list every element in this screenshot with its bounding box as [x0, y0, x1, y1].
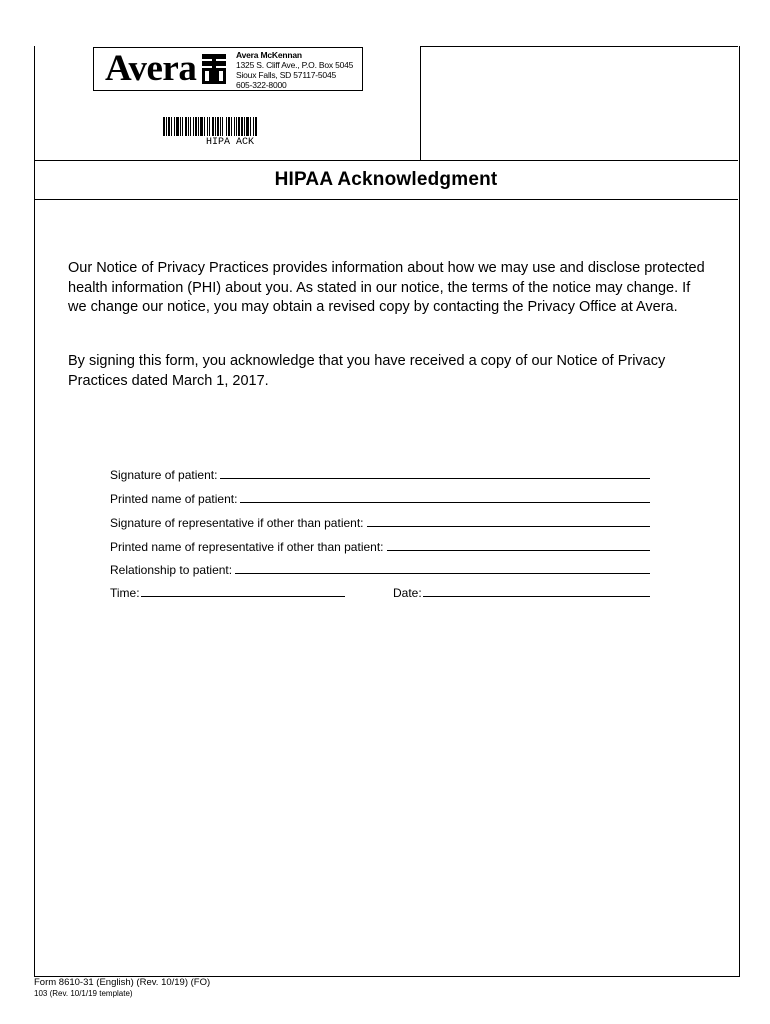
signature-line[interactable]	[240, 502, 650, 503]
header-right-box	[420, 46, 738, 160]
barcode-icon	[163, 117, 297, 136]
template-revision: 103 (Rev. 10/1/19 template)	[34, 988, 133, 998]
signature-line[interactable]	[141, 596, 345, 597]
org-name: Avera McKennan	[236, 50, 302, 60]
field-label: Printed name of patient:	[110, 492, 238, 506]
printed-name-representative-field[interactable]	[110, 538, 650, 554]
field-label: Time:	[110, 586, 140, 600]
org-phone: 605-322-8000	[236, 80, 287, 90]
relationship-field[interactable]	[110, 561, 650, 577]
signature-patient-field[interactable]	[110, 466, 650, 482]
field-label: Relationship to patient:	[110, 563, 233, 577]
field-label: Date:	[393, 586, 422, 600]
field-label: Printed name of representative if other than patient:	[110, 540, 384, 554]
acknowledgment-paragraph: By signing this form, you acknowledge that you have received a copy of our Notice of Privacy Practices dated March 1, 2017.	[68, 353, 666, 389]
form-number: Form 8610-31 (English) (Rev. 10/19) (FO)	[34, 977, 211, 988]
field-label: Signature of patient:	[110, 468, 218, 482]
time-field[interactable]	[110, 584, 345, 600]
org-address	[236, 50, 353, 90]
address-line-1: 1325 S. Cliff Ave., P.O. Box 5045	[236, 60, 354, 70]
title-band	[34, 160, 738, 200]
avera-logo-block	[93, 47, 363, 91]
page-title: HIPAA Acknowledgment	[274, 169, 498, 190]
signature-line[interactable]	[367, 526, 651, 527]
logo-wordmark: Avera	[105, 48, 197, 89]
signature-line[interactable]	[423, 596, 650, 597]
address-line-2: Sioux Falls, SD 57117-5045	[236, 70, 337, 80]
form-footer	[34, 978, 210, 999]
signature-line[interactable]	[235, 573, 650, 574]
notice-paragraph: Our Notice of Privacy Practices provides information about how we may use and disclose protected health information (PHI) about you. As stated in our notice, the terms of the notice may change. If we change our notice, you may obtain a revised copy by contacting the Privacy Office at Avera.	[68, 260, 705, 315]
barcode-label: HIPA ACK	[205, 137, 254, 148]
signature-line[interactable]	[387, 550, 651, 551]
signature-line[interactable]	[220, 478, 650, 479]
field-label: Signature of representative if other than patient:	[110, 516, 364, 530]
printed-name-patient-field[interactable]	[110, 490, 650, 506]
date-field[interactable]	[393, 584, 650, 600]
signature-representative-field[interactable]	[110, 514, 650, 530]
avera-cross-logo-icon	[202, 54, 228, 84]
